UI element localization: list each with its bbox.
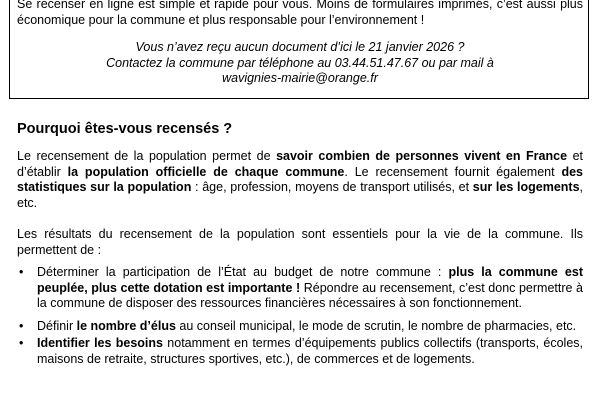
list-item: • Définir le nombre d’élus au conseil municipal, le mode de scrutin, le nombre de pharmacies, etc. bbox=[19, 318, 577, 333]
bullet-dot: • bbox=[19, 265, 24, 279]
contact-line-deadline: Vous n’avez reçu aucun document d’ici le 21 janvier 2026 ? bbox=[135, 40, 465, 54]
bullet-dot: • bbox=[19, 336, 24, 350]
list-item: • Identifier les besoins notamment en termes d’équipements publics collectifs (transports, écoles, maisons de retraite, structures sportives, etc.), de commerces et de logements. bbox=[19, 336, 583, 366]
contact-email: wavignies-mairie@orange.fr bbox=[222, 71, 378, 85]
paragraph-purpose: Le recensement de la population permet de savoir combien de personnes vivent en France et d’établir la population officielle de chaque commune. Le recensement fournit également des statistiques sur la population : âge, profession, moyens de transport utilisés, et sur les logements, etc. bbox=[17, 149, 584, 210]
bullet-dot: • bbox=[19, 318, 24, 333]
paragraph-results: Les résultats du recensement de la population sont essentiels pour la vie de la commune. Ils permettent de : bbox=[17, 227, 583, 257]
section-heading: Pourquoi êtes-vous recensés ? bbox=[17, 121, 233, 137]
list-item: • Déterminer la participation de l’État au budget de notre commune : plus la commune est peuplée, plus cette dotation est importante ! Répondre au recensement, c’est donc permettre à la commune de disposer des ressources financières nécessaires à son fonctionnement. bbox=[19, 265, 584, 310]
contact-line-phone: Contactez la commune par téléphone au 03.44.51.47.67 ou par mail à bbox=[106, 55, 494, 70]
online-census-intro: Se recenser en ligne est simple et rapide pour vous. Moins de formulaires imprimés, c’est aussi plus économique pour la commune et plus responsable pour l’environnement ! bbox=[17, 0, 583, 27]
contact-info bbox=[20, 40, 580, 87]
benefits-list bbox=[17, 265, 583, 367]
